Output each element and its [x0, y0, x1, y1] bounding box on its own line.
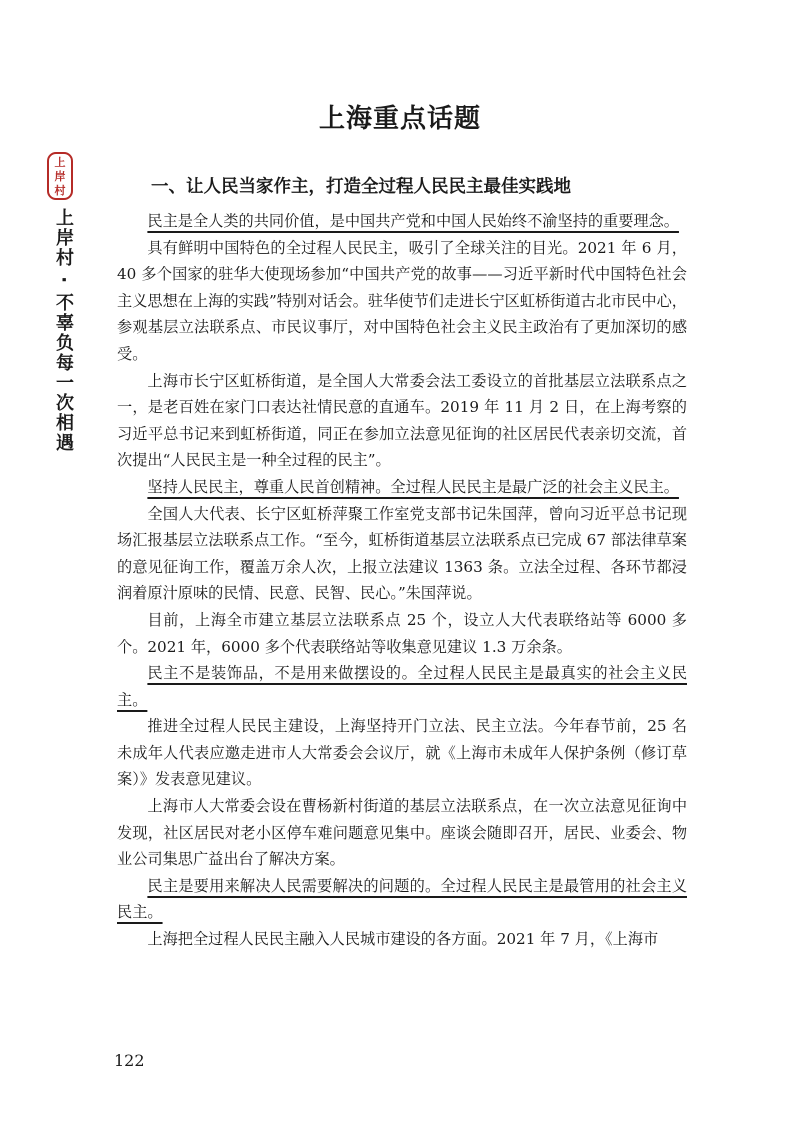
paragraph: 上海市长宁区虹桥街道，是全国人大常委会法工委设立的首批基层立法联系点之一，是老百姓在家门口表达社情民意的直通车。2019 年 11 月 2 日，在上海考察的习近平总书记来到虹桥街道，同正在参加立法意见征询的社区居民代表亲切交流，首次提出“人民民主是一种全过程的民主”。	[117, 371, 687, 470]
highlighted-paragraph: 民主是要用来解决人民需要解决的问题的。全过程人民民主是最管用的社会主义民主。	[117, 876, 687, 922]
page-title: 上海重点话题	[318, 104, 481, 134]
highlighted-paragraph: 民主是全人类的共同价值，是中国共产党和中国人民始终不渝坚持的重要理念。	[147, 212, 679, 230]
paragraph: 具有鲜明中国特色的全过程人民民主，吸引了全球关注的目光。2021 年 6 月，40 多个国家的驻华大使现场参加“中国共产党的故事——习近平新时代中国特色社会主义思想在上海的实践”特别对话会。驻华使节们走进长宁区虹桥街道古北市民中心，参观基层立法联系点、市民议事厅，对中国特色社会主义民主政治有了更加深切的感受。	[117, 238, 687, 363]
section-heading: 一、让人民当家作主，打造全过程人民民主最佳实践地	[151, 177, 571, 197]
paragraph: 目前，上海全市建立基层立法联系点 25 个，设立人大代表联络站等 6000 多个。2021 年，6000 多个代表联络站等收集意见建议 1.3 万余条。	[117, 610, 687, 656]
seal-logo: 上 岸 村	[47, 152, 73, 200]
paragraph: 全国人大代表、长宁区虹桥萍聚工作室党支部书记朱国萍，曾向习近平总书记现场汇报基层立法联系点工作。“至今，虹桥街道基层立法联系点已完成 67 部法律草案的意见征询工作，覆盖万余人次，上报立法建议 1363 条。立法全过程、各环节都浸润着原汁原味的民情、民意、民智、民心。”朱国萍说。	[117, 504, 687, 603]
vertical-book-title: 上岸村 · 不辜负每一次相遇	[53, 208, 74, 454]
paragraph: 上海市人大常委会设在曹杨新村街道的基层立法联系点，在一次立法意见征询中发现，社区居民对老小区停车难问题意见集中。座谈会随即召开，居民、业委会、物业公司集思广益出台了解决方案。	[117, 797, 687, 869]
article-body	[117, 172, 687, 953]
paragraph: 推进全过程人民民主建设，上海坚持开门立法、民主立法。今年春节前，25 名未成年人代表应邀走进市人大常委会会议厅，就《上海市未成年人保护条例（修订草案）》发表意见建议。	[117, 717, 687, 789]
highlighted-paragraph: 坚持人民民主，尊重人民首创精神。全过程人民民主是最广泛的社会主义民主。	[147, 477, 679, 496]
paragraph-list	[117, 208, 687, 953]
page-number: 122	[114, 1051, 145, 1070]
paragraph: 上海把全过程人民民主融入人民城市建设的各方面。2021 年 7 月，《上海市	[147, 930, 659, 949]
highlighted-paragraph: 民主不是装饰品，不是用来做摆设的。全过程人民民主是最真实的社会主义民主。	[117, 664, 687, 709]
